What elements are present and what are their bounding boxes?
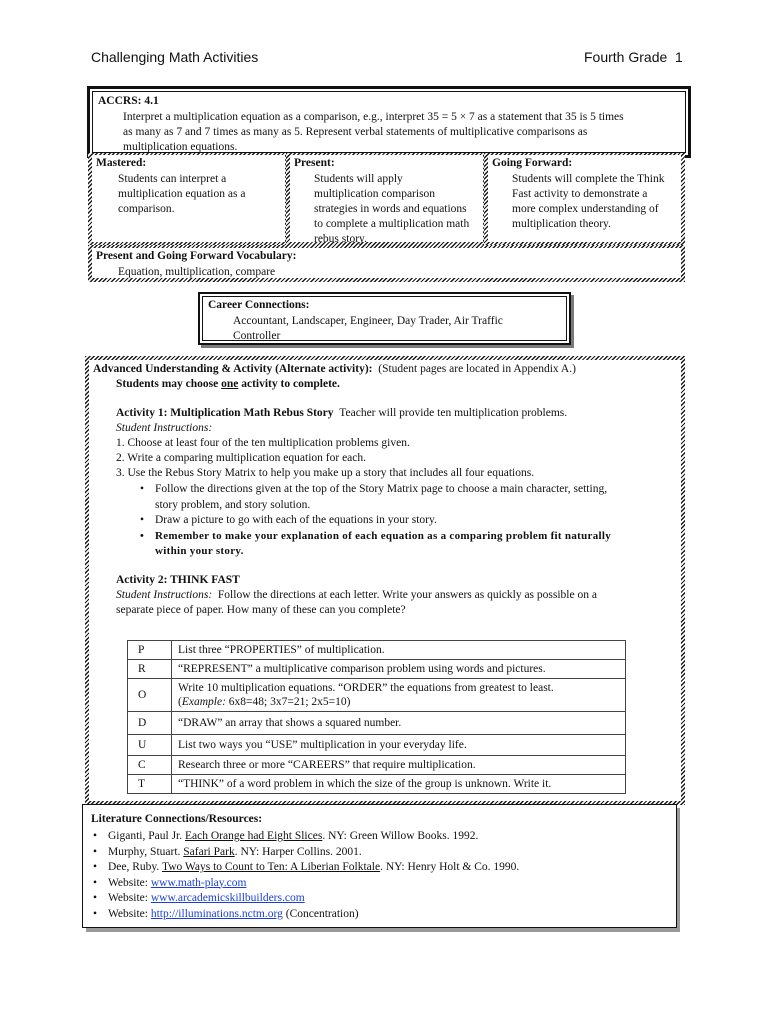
table-row: [128, 641, 626, 660]
vocabulary-box: [88, 245, 685, 282]
bullet-draw-text: Draw a picture to go with each of the equations in your story.: [155, 514, 437, 526]
going-forward-box: [484, 153, 685, 246]
website-item: [83, 891, 673, 907]
literature-item: [83, 860, 673, 876]
task-cell: Write 10 multiplication equations. “ORDER” the equations from greatest to least. (Example: 6x8=48; 3x7=21; 2x5=10): [172, 679, 626, 712]
choose-one-line: [116, 377, 340, 392]
bullet-follow: [130, 482, 670, 513]
present-line-1: Students will apply: [314, 173, 403, 185]
career-heading: Career Connections:: [208, 299, 310, 311]
table-row: [128, 712, 626, 735]
step-1: 1. Choose at least four of the ten multiplication problems given.: [116, 437, 410, 449]
website-item: [83, 876, 673, 892]
book-author: Murphy, Stuart.: [108, 845, 184, 858]
page-number: 1: [675, 49, 683, 65]
choose-text-one: one: [221, 378, 239, 390]
career-line-1: Accountant, Landscaper, Engineer, Day Trader, Air Traffic: [233, 315, 503, 327]
career-line-2: Controller: [233, 330, 281, 342]
advanced-heading-row: [93, 362, 576, 377]
book-publisher: . NY: Green Willow Books. 1992.: [322, 830, 479, 842]
step-3: 3. Use the Rebus Story Matrix to help you make up a story that includes all four equations.: [116, 467, 535, 479]
advanced-note: (Student pages are located in Appendix A.): [378, 363, 576, 375]
task-cell: “DRAW” an array that shows a squared number.: [172, 712, 626, 735]
letter-cell: U: [128, 735, 172, 756]
example-label: Example:: [181, 696, 226, 708]
mastered-line-3: comparison.: [118, 203, 175, 215]
present-heading: Present:: [294, 157, 335, 169]
letter-cell: R: [128, 660, 172, 679]
step-2: 2. Write a comparing multiplication equation for each.: [116, 452, 367, 464]
website-link-illuminations[interactable]: http://illuminations.nctm.org: [150, 907, 283, 920]
bullet-follow-l1: Follow the directions given at the top of the Story Matrix page to choose a main character, setting,: [155, 483, 608, 495]
accrs-line-2: as many as 7 and 7 times as many as 5. Represent verbal statements of multiplicative comparisons as: [123, 126, 588, 138]
website-label: Website:: [108, 892, 151, 904]
website-item: [83, 907, 673, 923]
document-title: Challenging Math Activities: [91, 49, 259, 65]
forward-line-4: multiplication theory.: [512, 218, 611, 230]
letter-cell: O: [128, 679, 172, 712]
vocabulary-text: Equation, multiplication, compare: [118, 266, 276, 278]
book-author: Dee, Ruby.: [108, 861, 162, 873]
choose-text-a: Students may choose: [116, 378, 222, 390]
mastered-box: [88, 153, 289, 246]
task-cell: “THINK” of a word problem in which the size of the group is unknown. Write it.: [172, 775, 626, 794]
website-label: Website:: [108, 907, 151, 920]
think-fast-table: [127, 640, 626, 794]
task-cell: “REPRESENT” a multiplicative comparison problem using words and pictures.: [172, 660, 626, 679]
accrs-code: ACCRS: 4.1: [98, 95, 159, 107]
book-author: Giganti, Paul Jr.: [108, 830, 185, 842]
book-publisher: . NY: Henry Holt & Co. 1990.: [380, 861, 520, 873]
mastered-line-2: multiplication equation as a: [118, 188, 246, 200]
book-publisher: . NY: Harper Collins. 2001.: [234, 845, 362, 858]
website-link-arcademic[interactable]: www.arcademicskillbuilders.com: [150, 892, 305, 904]
bullet-draw: [130, 513, 670, 529]
vocabulary-heading: Present and Going Forward Vocabulary:: [96, 250, 297, 262]
bullet-remember: [130, 529, 670, 560]
letter-cell: P: [128, 641, 172, 660]
literature-item: [83, 845, 673, 861]
book-title: Two Ways to Count to Ten: A Liberian Folktale: [161, 861, 381, 873]
grade-label: [584, 49, 683, 65]
literature-heading: Literature Connections/Resources:: [91, 813, 263, 825]
table-row: [128, 660, 626, 679]
activity-2-instructions: [116, 588, 597, 603]
activity-2-instr-label: Student Instructions:: [116, 589, 213, 601]
task-order-text: Write 10 multiplication equations. “ORDER” the equations from greatest to least.: [178, 682, 554, 694]
table-row: [128, 756, 626, 775]
table-row: [128, 735, 626, 756]
present-line-4: to complete a multiplication math: [314, 218, 470, 230]
book-title: Each Orange had Eight Slices: [185, 830, 323, 842]
letter-cell: D: [128, 712, 172, 735]
task-cell: List three “PROPERTIES” of multiplication.: [172, 641, 626, 660]
activity-1-row: [116, 406, 567, 421]
present-line-5: rebus story.: [314, 233, 367, 245]
step-3-bullets: [130, 482, 670, 560]
accrs-line-1: Interpret a multiplication equation as a comparison, e.g., interpret 35 = 5 × 7 as a statement that 35 is 5 times: [123, 111, 624, 123]
accrs-box: [87, 86, 691, 158]
book-title: Safari Park: [183, 845, 235, 858]
present-line-3: strategies in words and equations: [314, 203, 467, 215]
task-cell: List two ways you “USE” multiplication in your everyday life.: [172, 735, 626, 756]
activity-2-text-l2: separate piece of paper. How many of these can you complete?: [116, 604, 406, 616]
mastered-line-1: Students can interpret a: [118, 173, 227, 185]
activity-1-title: Activity 1: Multiplication Math Rebus Story: [116, 407, 334, 419]
career-box: [198, 292, 571, 345]
present-box: [286, 153, 487, 246]
task-cell: Research three or more “CAREERS” that require multiplication.: [172, 756, 626, 775]
website-note: (Concentration): [282, 907, 359, 920]
choose-text-c: activity to complete.: [238, 378, 340, 390]
literature-box: [82, 804, 677, 928]
mastered-heading: Mastered:: [96, 157, 147, 169]
activity-2-title: Activity 2: THINK FAST: [116, 574, 240, 586]
website-link-math-play[interactable]: www.math-play.com: [150, 876, 247, 889]
literature-item: [83, 829, 673, 845]
forward-line-2: Fast activity to demonstrate a: [512, 188, 648, 200]
letter-cell: T: [128, 775, 172, 794]
student-instructions-label: Student Instructions:: [116, 422, 213, 434]
forward-line-3: more complex understanding of: [512, 203, 659, 215]
activity-2-text-l1: Follow the directions at each letter. Write your answers as quickly as possible on a: [217, 589, 597, 601]
bullet-remember-l2: within your story.: [155, 545, 244, 557]
table-row: [128, 775, 626, 794]
website-label: Website:: [108, 876, 151, 889]
table-row: [128, 679, 626, 712]
advanced-heading: Advanced Understanding & Activity (Alternate activity):: [93, 363, 373, 375]
example-values: 6x8=48; 3x7=21; 2x5=10): [225, 696, 351, 708]
bullet-remember-l1: Remember to make your explanation of each equation as a comparing problem fit naturally: [155, 529, 612, 542]
grade-text: Fourth Grade: [584, 49, 668, 65]
letter-cell: C: [128, 756, 172, 775]
bullet-follow-l2: story problem, and story solution.: [155, 498, 311, 511]
present-line-2: multiplication comparison: [314, 188, 436, 200]
forward-heading: Going Forward:: [492, 157, 573, 169]
forward-line-1: Students will complete the Think: [512, 173, 665, 185]
activity-1-text: Teacher will provide ten multiplication problems.: [339, 407, 568, 419]
accrs-line-3: multiplication equations.: [123, 141, 238, 153]
